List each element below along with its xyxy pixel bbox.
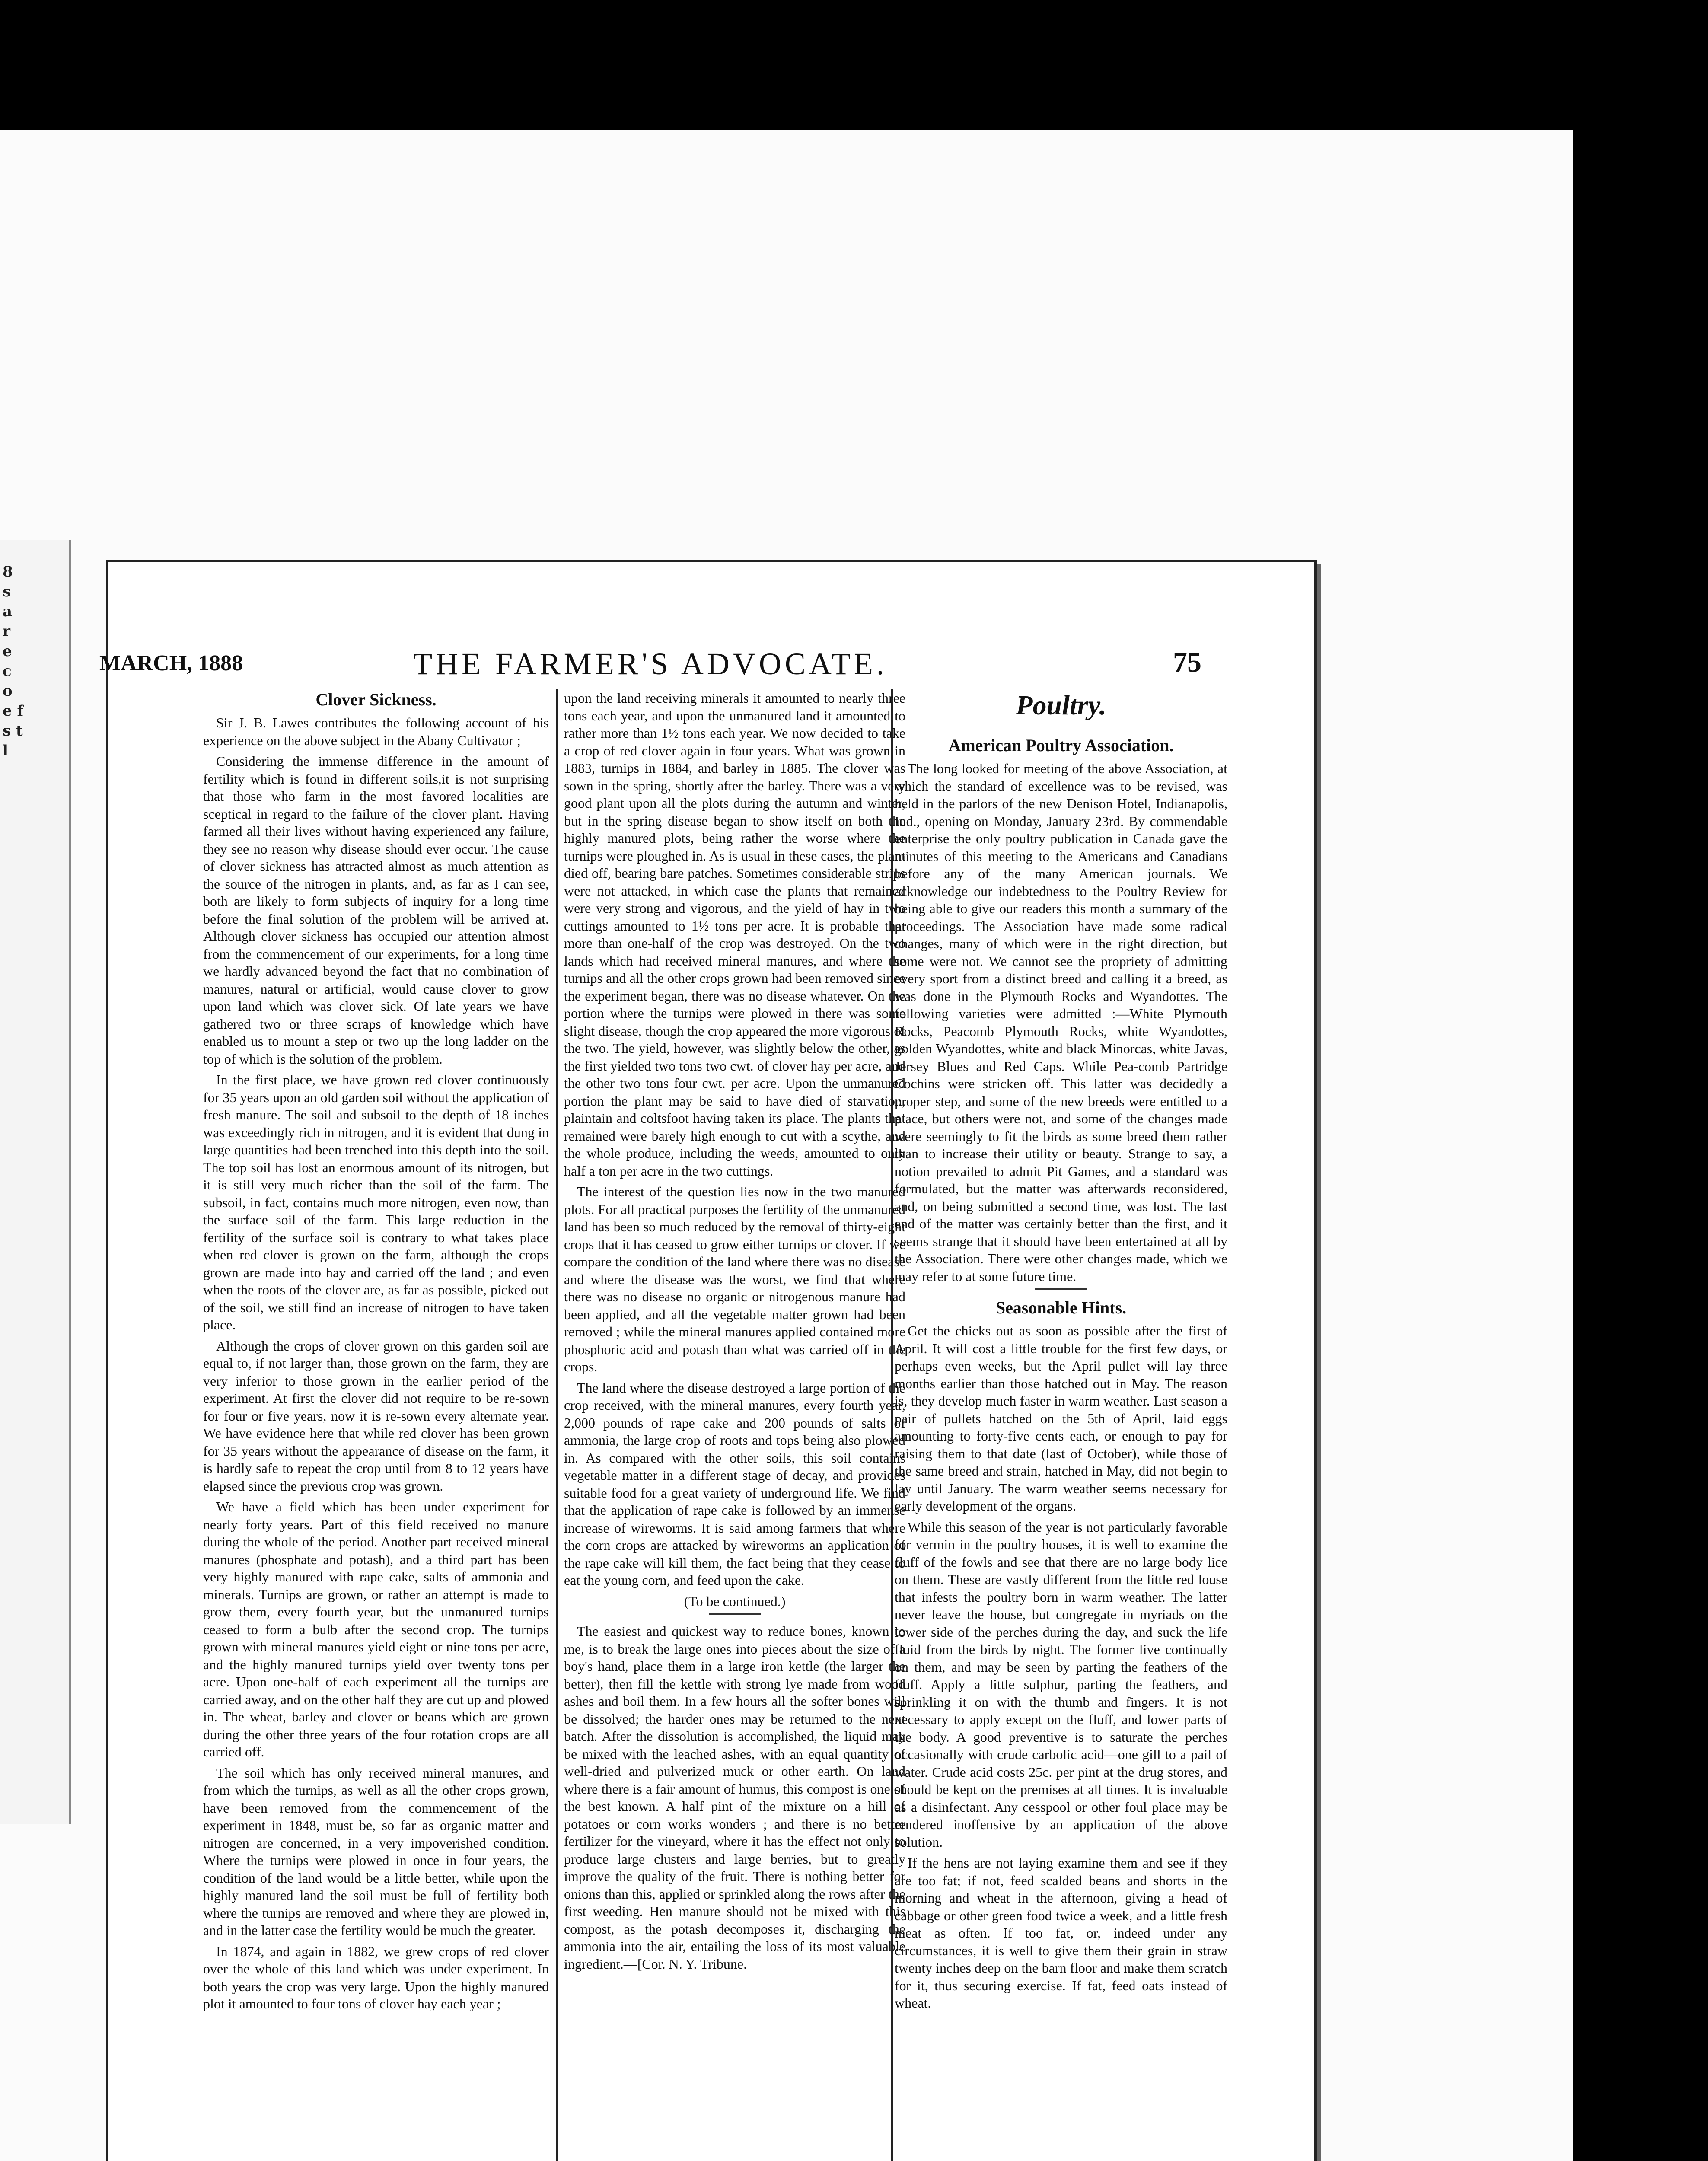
paragraph: The soil which has only received mineral manures, and from which the turnips, as well as all the other crops grown, have been removed from the commencement of the experiment in 1848, must be, so far as organic matter and nitrogen are concerned, in a very impoverished condition. Where the turnips were plowed in once in four years, the condition of the land would be a little better, while upon the highly manured land the soil must be full of fertility both where the turnips are removed and where they are plowed in, and in the latter case the fertility would be much the greater. <box>203 1765 549 1938</box>
masthead <box>99 646 1201 681</box>
left-page-fragment: 8 s a r e c o e f s t l <box>3 563 24 759</box>
paragraph: We have a field which has been under experiment for nearly forty years. Part of this field received no manure during the whole of the period. Another part received mineral manures (phosphate and potash), and a third part has been very highly manured with rape cake, salts of ammonia and minerals. Turnips are grown, or rather an attempt is made to grow them, every fourth year, but the unmanured turnips ceased to form a bulb after the second crop. The turnips grown with mineral manures yield eight or nine tons per acre, and the highly manured turnips yield over twenty tons per acre. Upon one-half of each experiment all the turnips are carried away, and on the other half they are cut up and plowed in. The wheat, barley and clover or beans which are grown during the other three years of the four rotation crops are all carried off. <box>203 1499 549 1759</box>
article-heading: Seasonable Hints. <box>995 1298 1127 1317</box>
publication-title: THE FARMER'S ADVOCATE. <box>413 647 888 681</box>
section-divider <box>709 1613 761 1615</box>
page-number: 75 <box>1173 647 1201 678</box>
paragraph: Considering the immense difference in the amount of fertility which is found in different soils,it is not surprising that those who farm in the most favored localities are sceptical in regard to the failure of the clover plant. Having farmed all their lives without having experienced any failure, they see no reason why disease should ever occur. The cause of clover sickness has attracted almost as much attention as the source of the nitrogen in plants, and, as far as I can see, both are likely to form subjects of inquiry for a long time before the final solution of the problem will be arrived at. Although clover sickness has occupied our attention almost from the commencement of our experiments, for a long time we hardly advanced beyond the fact that no combination of manures, natural or artificial, would cause clover to grow upon land which was clover sick. Of late years we have gathered two or three scraps of knowledge which have enabled us to mount a step or two up the long ladder on the top of which is the solution of the problem. <box>203 753 549 1067</box>
column-rule <box>556 689 558 2161</box>
paragraph: In the first place, we have grown red clover continuously for 35 years upon an old garden soil without the application of fresh manure. The soil and subsoil to the depth of 18 inches was exceedingly rich in nitrogen, and it is evident that dung in large quantities had been trenched into this depth into the soil. The top soil has lost an enormous amount of its nitrogen, but it is still very much richer than the soil of the farm. The subsoil, in fact, contains much more nitrogen, even now, than the surface soil of the farm. This large reduction in the fertility of the surface soil is contrary to what takes place when red clover is grown on the farm, although the crops grown are made into hay and carried off the land ; and even when the roots of the clover are, as far as possible, picked out of the soil, we still find an increase of nitrogen to have taken place. <box>203 1072 549 1332</box>
paragraph: Get the chicks out as soon as possible after the first of April. It will cost a little trouble for the first few days, or perhaps even weeks, but the April pullet will lay three months earlier than those hatched out in May. The reason is, they develop much faster in warm weather. Last season a pair of pullets hatched on the 5th of April, laid eggs amounting to forty-five cents each, or enough to pay for raising them to that date (last of October), while those of the same breed and strain, hatched in May, did not begin to lay until January. The warm weather seems necessary for early development of the organs. <box>895 1323 1227 1514</box>
section-divider <box>1035 1288 1087 1290</box>
paragraph: While this season of the year is not particularly favorable for vermin in the poultry houses, it is well to examine the fluff of the fowls and see that there are no large body lice on them. These are vastly different from the little red louse that infests the poultry born in warm weather. The latter never leave the house, but congregate in myriads on the lower side of the perches during the day, and suck the life fluid from the birds by night. The former live continually on them, and may be seen by parting the feathers of the fluff. Apply a little sulphur, parting the feathers, and sprinkling it on with the thumb and fingers. It is not necessary to apply except on the fluff, and lower parts of the body. A good preventive is to saturate the perches occasionally with crude carbolic acid—one gill to a pail of water. Crude acid costs 25c. per pint at the drug stores, and should be kept on the premises at all times. It is invaluable as a disinfectant. Any cesspool or other foul place may be rendered inoffensive by an application of the above solution. <box>895 1519 1227 1850</box>
paragraph: Sir J. B. Lawes contributes the following account of his experience on the above subject in the Abany Cultivator ; <box>203 715 549 748</box>
column-continuation <box>564 689 905 2161</box>
column-clover-sickness <box>203 689 549 2161</box>
paragraph: In 1874, and again in 1882, we grew crops of red clover over the whole of this land which was under experiment. In both years the crop was very large. Upon the highly manured plot it amounted to four tons of clover hay each year ; <box>203 1943 549 2011</box>
issue-date: MARCH, 1888 <box>99 651 243 676</box>
article-heading: American Poultry Association. <box>948 736 1174 755</box>
paragraph: upon the land receiving minerals it amounted to nearly three tons each year, and upon the unmanured land it amounted to rather more than 1½ tons each year. We now decided to take a crop of red clover again in four years. What was grown in 1883, turnips in 1884, and barley in 1885. The clover was sown in the spring, shortly after the barley. There was a very good plant upon all the plots during the autumn and winter, but in the spring disease began to show itself on both the highly manured plots, being rather the worse where the turnips were ploughed in. As is usual in these cases, the plant died off, bearing bare patches. Sometimes considerable strips were not attacked, in which case the plants that remained were very strong and vigorous, and the yield of hay in two cuttings amounted to 1½ tons per acre. It is probable that more than one-half of the crop was destroyed. On the two lands which had received mineral manures, and where the turnips and all the other crops grown had been removed since the experiment began, there was no disease whatever. On the portion where the turnips were plowed in there was some slight disease, though the crop appeared the more vigorous of the two. The yield, however, was slightly below the other, as the first yielded two tons two cwt. of clover hay per acre, and the other two tons four cwt. per acre. Upon the unmanured portion the plant may be said to have died of starvation, plaintain and coltsfoot having taken its place. The plants that remained were barely high enough to cut with a scythe, and the whole produce, including the weeds, amounted to only half a ton per acre in the two cuttings. <box>564 690 905 1179</box>
paragraph: If the hens are not laying examine them and see if they are too fat; if not, feed scalded beans and shorts in the morning and wheat in the afternoon, giving a head of cabbage or other green food twice a week, and a little fresh meat as often. If too fat, or, indeed under any circumstances, it is well to give them their grain in straw twenty inches deep on the barn floor and make them scratch for it, thus securing exercise. If fat, feed oats instead of wheat. <box>895 1855 1227 2011</box>
to-be-continued: (To be continued.) <box>684 1593 786 1609</box>
paragraph: The long looked for meeting of the above Association, at which the standard of excellence was to be revised, was held in the parlors of the new Denison Hotel, Indianapolis, Ind., opening on Monday, January 23rd. By commendable enterprise the only poultry publication in Canada gave the minutes of this meeting to the Americans and Canadians before any of the many American journals. We acknowledge our indebtedness to the Poultry Review for being able to give our readers this month a summary of the proceedings. The Association have made some radical changes, many of which were in the right direction, but some were not. We cannot see the propriety of admitting every sport from a distinct breed and calling it a breed, as was done in the Plymouth Rocks and Wyandottes. The following varieties were admitted :—White Plymouth Rocks, Peacomb Plymouth Rocks, white Wyandottes, golden Wyandottes, white and black Minorcas, white Javas, Jersey Blues and Red Caps. While Pea-comb Partridge Cochins were stricken off. This latter was decidedly a proper step, and some of the new breeds were entitled to a place, but others were not, and some of the changes made were seemingly to fit the birds as some breed them rather than to increase their utility or beauty. Strange to say, a notion prevailed to admit Pit Games, and a standard was formulated, but the matter was afterwards reconsidered, and, on being submitted a second time, was lost. The last end of the matter was certainly better than the first, and it seems strange that it should have been entertained at all by the Association. There were other changes made, which we may refer to at some future time. <box>895 761 1227 1284</box>
paragraph: The land where the disease destroyed a large portion of the crop received, with the mineral manures, every fourth year, 2,000 pounds of rape cake and 200 pounds of salts of ammonia, the large crop of roots and tops being also plowed in. As compared with the other soils, this soil contains vegetable matter in a different stage of decay, and provides suitable food for a great variety of underground life. We find that the application of rape cake is followed by an immense increase of wireworms. It is said among farmers that where the corn crops are attacked by wireworms an application of the rape cake will kill them, the fact being that they cease to eat the young corn, and feed upon the cake. <box>564 1380 905 1588</box>
paragraph: Although the crops of clover grown on this garden soil are equal to, if not larger than, those grown on the farm, they are very inferior to those grown in the earlier period of the experiment. At first the clover did not require to be re-sown for four or five years, now it is re-sown every alternate year. We have evidence here that while red clover has been grown for 35 years without the appearance of disease on the farm, it is hardly safe to repeat the crop until from 8 to 12 years have elapsed since the previous crop was grown. <box>203 1338 549 1494</box>
article-heading: Clover Sickness. <box>315 690 437 709</box>
paragraph: The interest of the question lies now in the two manured plots. For all practical purposes the fertility of the unmanured land has been so much reduced by the removal of thirty-eight crops that it has ceased to grow either turnips or clover. If we compare the condition of the land where there was no disease and where the disease was the worst, we find that where there was no disease no organic or nitrogenous manure had been applied, and all the vegetable matter grown had been removed ; while the mineral manures applied contained more phosphoric acid and potash than what was carried off in the crops. <box>564 1184 905 1374</box>
department-heading: Poultry. <box>1016 690 1106 720</box>
bones-paragraph: The easiest and quickest way to reduce bones, known to me, is to break the large ones into pieces about the size of a boy's hand, place them in a large iron kettle (the larger the better), then fill the kettle with strong lye made from wood ashes and boil them. In a few hours all the softer bones will be dissolved; the harder ones may be returned to the next batch. After the dissolution is accomplished, the liquid may be mixed with the leached ashes, with an equal quantity of well-dried and pulverized muck or other earth. On land where there is a fair amount of humus, this compost is one of the best known. A half pint of the mixture on a hill of potatoes or corn works wonders ; and there is no better fertilizer for the vineyard, where it has the effect not only to produce large clusters and large berries, but to greatly improve the quality of the fruit. There is nothing better for onions than this, applied or sprinkled along the rows after the first weeding. Hen manure should not be mixed with this compost, as the potash decomposes it, discharging the ammonia into the air, entailing the loss of its most valuable ingredient.—[Cor. N. Y. Tribune. <box>564 1623 905 1972</box>
column-poultry <box>895 689 1227 2161</box>
